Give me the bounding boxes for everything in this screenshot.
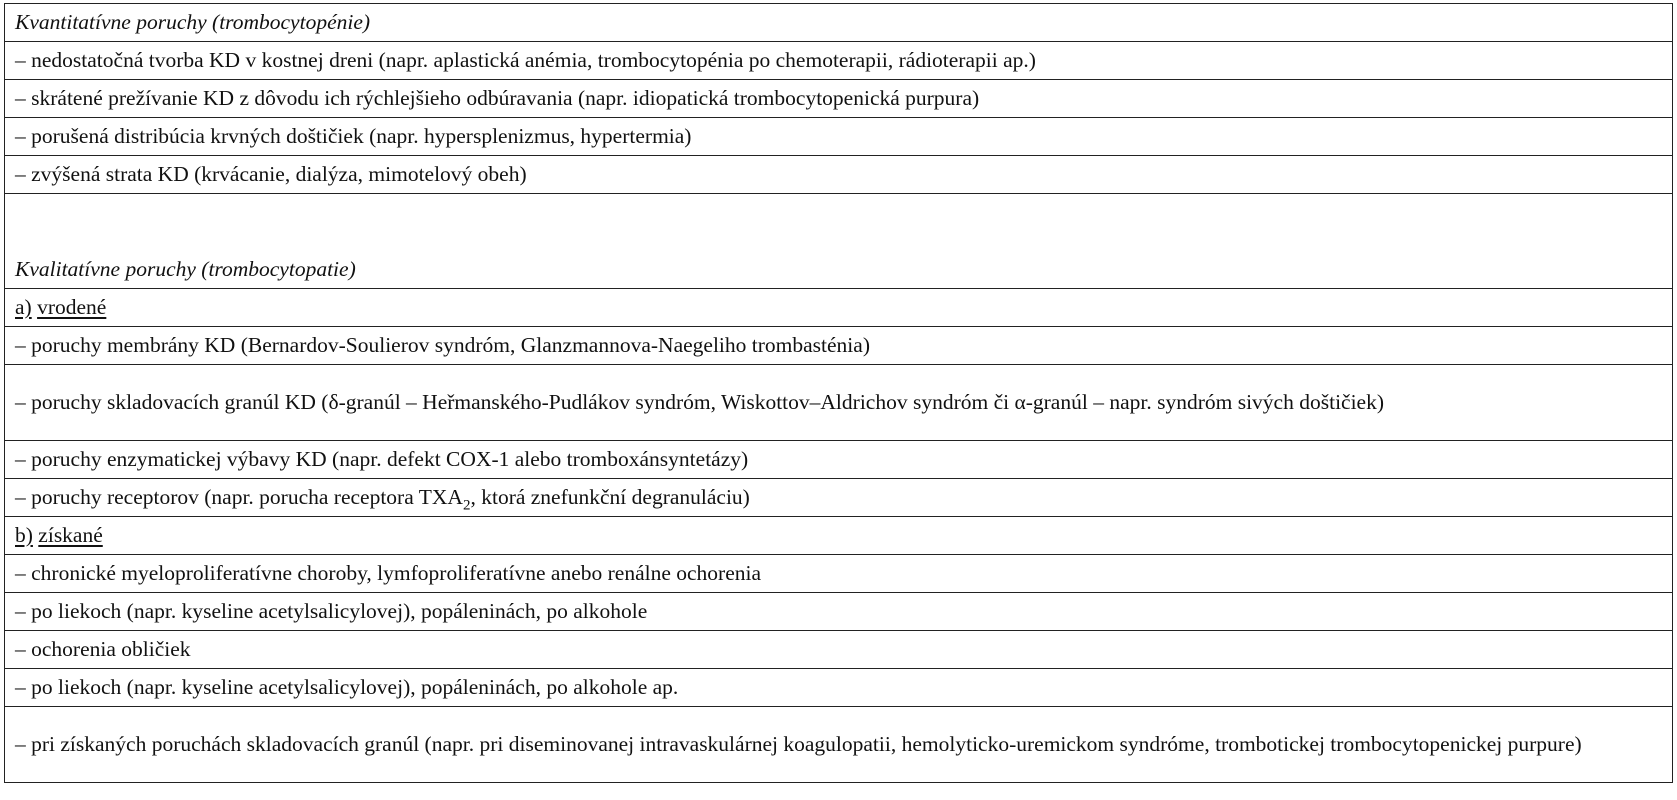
receptor-item-text-end: , ktorá znefunkční degranuláciu) — [470, 485, 750, 509]
quantitative-item: – skrátené prežívanie KD z dôvodu ich rýchlejšieho odbúravania (napr. idiopatická trombocytopenická purpura) — [5, 80, 1673, 118]
acquired-item: – chronické myeloproliferatívne choroby, lymfoproliferatívne anebo renálne ochorenia — [5, 555, 1673, 593]
table-row — [5, 365, 1673, 441]
table-row — [5, 479, 1673, 517]
acquired-item: – po liekoch (napr. kyseline acetylsalicylovej), popáleninách, po alkohole — [5, 593, 1673, 631]
table-row — [5, 669, 1673, 707]
table-row — [5, 80, 1673, 118]
table-row — [5, 118, 1673, 156]
receptor-item-text-start: – poruchy receptorov (napr. porucha receptora TXA — [15, 485, 463, 509]
platelet-disorders-table-container — [4, 3, 1673, 783]
quantitative-item: – zvýšená strata KD (krvácanie, dialýza, mimotelový obeh) — [5, 156, 1673, 194]
receptor-item-subscript: 2 — [462, 497, 471, 514]
table-row — [5, 441, 1673, 479]
congenital-receptor-item — [5, 479, 1673, 517]
table-row — [5, 4, 1673, 42]
congenital-item: – poruchy enzymatickej výbavy KD (napr. defekt COX-1 alebo tromboxánsyntetázy) — [5, 441, 1673, 479]
table-row — [5, 555, 1673, 593]
congenital-label: vrodené — [37, 295, 107, 319]
acquired-label: získané — [38, 523, 103, 547]
acquired-subheading — [5, 517, 1673, 555]
table-row — [5, 194, 1673, 289]
table-row — [5, 517, 1673, 555]
congenital-letter: a) — [15, 295, 32, 319]
quantitative-disorders-heading: Kvantitatívne poruchy (trombocytopénie) — [5, 4, 1673, 42]
table-row — [5, 631, 1673, 669]
congenital-item: – poruchy skladovacích granúl KD (δ-granúl – Heřmanského-Pudlákov syndróm, Wiskottov–Aldrichov syndróm či α-granúl – napr. syndróm sivých doštičiek) — [5, 365, 1673, 441]
quantitative-item: – porušená distribúcia krvných doštičiek (napr. hypersplenizmus, hypertermia) — [5, 118, 1673, 156]
acquired-item: – po liekoch (napr. kyseline acetylsalicylovej), popáleninách, po alkohole ap. — [5, 669, 1673, 707]
table-row — [5, 289, 1673, 327]
acquired-letter: b) — [15, 523, 33, 547]
table-row — [5, 707, 1673, 783]
table-row — [5, 42, 1673, 80]
acquired-item: – ochorenia obličiek — [5, 631, 1673, 669]
table-row — [5, 327, 1673, 365]
platelet-disorders-table — [4, 3, 1673, 783]
acquired-item: – pri získaných poruchách skladovacích granúl (napr. pri diseminovanej intravaskulárnej koagulopatii, hemolyticko-uremickom syndróme, trombotickej trombocytopenickej purpure) — [5, 707, 1673, 783]
congenital-subheading — [5, 289, 1673, 327]
table-row — [5, 156, 1673, 194]
qualitative-disorders-heading: Kvalitatívne poruchy (trombocytopatie) — [5, 194, 1673, 289]
table-row — [5, 593, 1673, 631]
quantitative-item: – nedostatočná tvorba KD v kostnej dreni (napr. aplastická anémia, trombocytopénia po chemoterapii, rádioterapii ap.) — [5, 42, 1673, 80]
congenital-item: – poruchy membrány KD (Bernardov-Soulierov syndróm, Glanzmannova-Naegeliho trombasténia) — [5, 327, 1673, 365]
